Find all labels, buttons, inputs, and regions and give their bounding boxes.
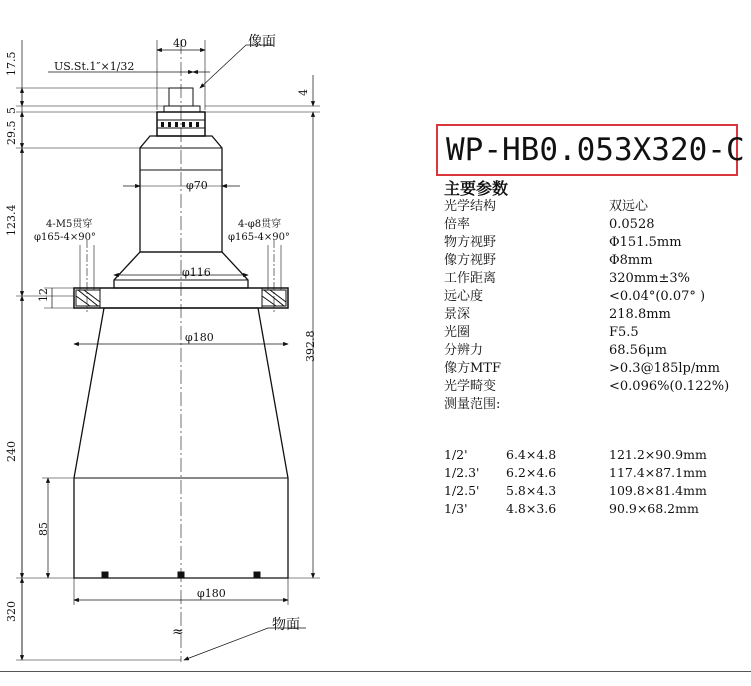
dim-29-5: 29.5 bbox=[5, 120, 18, 145]
spec-key: 光学畸变 bbox=[444, 379, 497, 394]
spec-value: 218.8mm bbox=[609, 307, 671, 322]
spec-row bbox=[444, 378, 744, 396]
spec-key: 测量范围: bbox=[444, 397, 501, 412]
holes-left-line2: φ165-4×90° bbox=[34, 232, 96, 243]
dim-4: 4 bbox=[297, 89, 310, 96]
spec-value: <0.096%(0.122%) bbox=[609, 379, 730, 394]
spec-value: >0.3@185lp/mm bbox=[609, 361, 720, 376]
object-plane-label: 物面 bbox=[272, 617, 300, 633]
break-mark: ≈ bbox=[172, 624, 184, 640]
model-title: WP-HB0.053X320-C bbox=[446, 132, 745, 168]
spec-row bbox=[444, 396, 744, 414]
spec-value: Φ8mm bbox=[609, 253, 653, 268]
dim-85: 85 bbox=[37, 522, 50, 536]
range-sensor: 1/3' bbox=[444, 501, 468, 516]
model-title-box bbox=[436, 124, 745, 176]
spec-key: 景深 bbox=[444, 307, 471, 322]
range-fov: 117.4×87.1mm bbox=[609, 465, 707, 480]
spec-row bbox=[444, 270, 744, 288]
bottom-rule bbox=[0, 671, 751, 672]
range-size: 6.2×4.6 bbox=[506, 465, 557, 480]
dim-12: 12 bbox=[37, 288, 50, 302]
spec-key: 像方MTF bbox=[444, 361, 502, 376]
spec-value: 68.56μm bbox=[609, 343, 667, 358]
dim-40: 40 bbox=[173, 37, 187, 50]
range-row bbox=[444, 500, 744, 518]
spec-row bbox=[444, 306, 744, 324]
mount-thread-label: US.St.1″×1/32 bbox=[54, 60, 135, 73]
spec-key: 工作距离 bbox=[444, 271, 497, 286]
spec-row bbox=[444, 198, 744, 216]
spec-row bbox=[444, 252, 744, 270]
spec-row bbox=[444, 360, 744, 378]
range-sensor: 1/2' bbox=[444, 447, 468, 462]
spec-value: 0.0528 bbox=[609, 217, 655, 232]
spec-key: 远心度 bbox=[444, 289, 484, 304]
range-sensor: 1/2.5' bbox=[444, 483, 480, 498]
spec-value: F5.5 bbox=[609, 325, 639, 340]
range-size: 5.8×4.3 bbox=[506, 483, 557, 498]
dim-phi116: φ116 bbox=[182, 266, 211, 279]
dim-phi180-bottom: φ180 bbox=[197, 587, 226, 600]
image-plane-label: 像面 bbox=[248, 34, 276, 50]
spec-value: <0.04°(0.07° ) bbox=[609, 289, 706, 304]
range-row bbox=[444, 446, 744, 464]
spec-row bbox=[444, 342, 744, 360]
range-fov: 90.9×68.2mm bbox=[609, 501, 699, 516]
spec-value: 320mm±3% bbox=[609, 271, 690, 286]
spec-key: 物方视野 bbox=[444, 235, 497, 250]
measurement-range-table bbox=[444, 446, 744, 518]
spec-key: 分辨力 bbox=[444, 343, 484, 358]
spec-value: Φ151.5mm bbox=[609, 235, 682, 250]
dim-320: 320 bbox=[5, 601, 18, 622]
dim-17-5: 17.5 bbox=[5, 51, 18, 76]
range-fov: 109.8×81.4mm bbox=[609, 483, 707, 498]
range-sensor: 1/2.3' bbox=[444, 465, 480, 480]
spec-row bbox=[444, 324, 744, 342]
dim-392-8: 392.8 bbox=[304, 330, 317, 362]
dim-123-4: 123.4 bbox=[5, 204, 18, 236]
spec-row bbox=[444, 288, 744, 306]
dim-phi70: φ70 bbox=[186, 179, 208, 192]
dim-5: 5 bbox=[5, 107, 18, 114]
spec-key: 倍率 bbox=[444, 217, 471, 232]
spec-panel bbox=[444, 180, 744, 414]
dim-240: 240 bbox=[5, 441, 18, 462]
spec-key: 光圈 bbox=[444, 325, 471, 340]
spec-row bbox=[444, 234, 744, 252]
range-fov: 121.2×90.9mm bbox=[609, 447, 707, 462]
range-row bbox=[444, 482, 744, 500]
spec-value: 双远心 bbox=[609, 199, 649, 214]
holes-left-line1: 4-M5贯穿 bbox=[46, 219, 93, 230]
range-size: 4.8×3.6 bbox=[506, 501, 557, 516]
spec-key: 像方视野 bbox=[444, 253, 497, 268]
dim-phi180-mid: φ180 bbox=[185, 331, 214, 344]
range-size: 6.4×4.8 bbox=[506, 447, 557, 462]
spec-row bbox=[444, 216, 744, 234]
holes-right-line1: 4-φ8贯穿 bbox=[238, 219, 282, 230]
range-row bbox=[444, 464, 744, 482]
spec-key: 光学结构 bbox=[444, 199, 497, 214]
holes-right-line2: φ165-4×90° bbox=[228, 232, 290, 243]
spec-title: 主要参数 bbox=[444, 179, 509, 198]
